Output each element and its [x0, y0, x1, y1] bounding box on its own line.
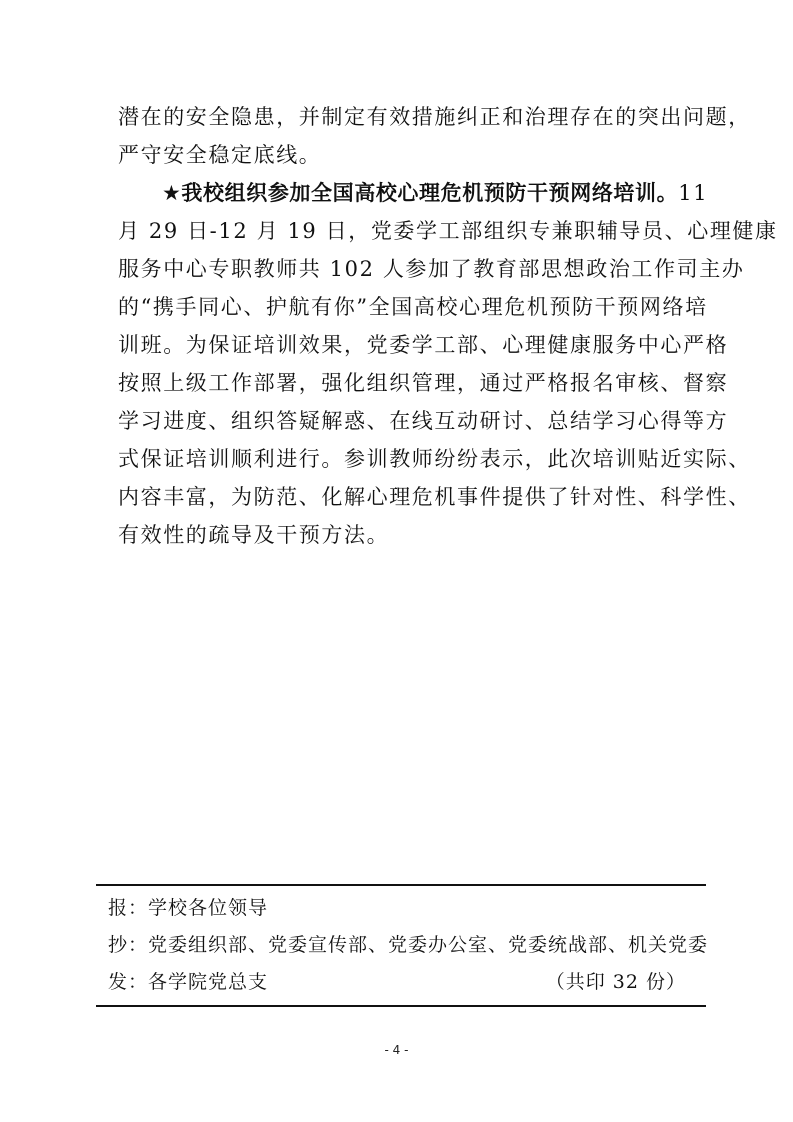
body-line-1: 潜在的安全隐患，并制定有效措施纠正和治理存在的突出问题，: [118, 105, 751, 129]
news-item-line-5: 按照上级工作部署，强化组织管理，通过严格报名审核、督察: [118, 371, 729, 395]
report-to-row: 报：学校各位领导: [108, 897, 269, 919]
distribution-footer: [96, 884, 709, 1007]
news-item-line-8: 内容丰富，为防范、化解心理危机事件提供了针对性、科学性、: [118, 485, 751, 509]
news-item-heading-tail: 11: [678, 181, 709, 205]
copies-count: （共印 32 份）: [545, 971, 686, 993]
news-item-heading: ★我校组织参加全国高校心理危机预防干预网络培训。: [162, 181, 679, 205]
news-item-line-1: 月 29 日-12 月 19 日，党委学工部组织专兼职辅导员、心理健康: [118, 219, 778, 243]
body-line-2: 严守安全稳定底线。: [118, 143, 322, 167]
news-item-line-3: 的“携手同心、护航有你”全国高校心理危机预防干预网络培: [118, 295, 708, 319]
news-item-heading-line: [118, 174, 709, 212]
news-item-line-6: 学习进度、组织答疑解惑、在线互动研讨、总结学习心得等方: [118, 409, 729, 433]
page-number: - 4 -: [384, 1043, 409, 1057]
news-item-line-4: 训班。为保证培训效果，党委学工部、心理健康服务中心严格: [118, 333, 729, 357]
footer-bottom-rule: [96, 1005, 706, 1007]
news-item-line-2: 服务中心专职教师共 102 人参加了教育部思想政治工作司主办: [118, 257, 745, 281]
footer-top-rule: [96, 884, 706, 886]
send-to-text: 发：各学院党总支: [108, 971, 269, 993]
news-item-line-7: 式保证培训顺利进行。参训教师纷纷表示，此次培训贴近实际、: [118, 447, 751, 471]
copy-to-row: 抄：党委组织部、党委宣传部、党委办公室、党委统战部、机关党委: [108, 934, 709, 956]
send-to-row: [96, 964, 706, 1001]
news-item-line-9: 有效性的疏导及干预方法。: [118, 523, 390, 547]
body-text: [118, 98, 778, 554]
